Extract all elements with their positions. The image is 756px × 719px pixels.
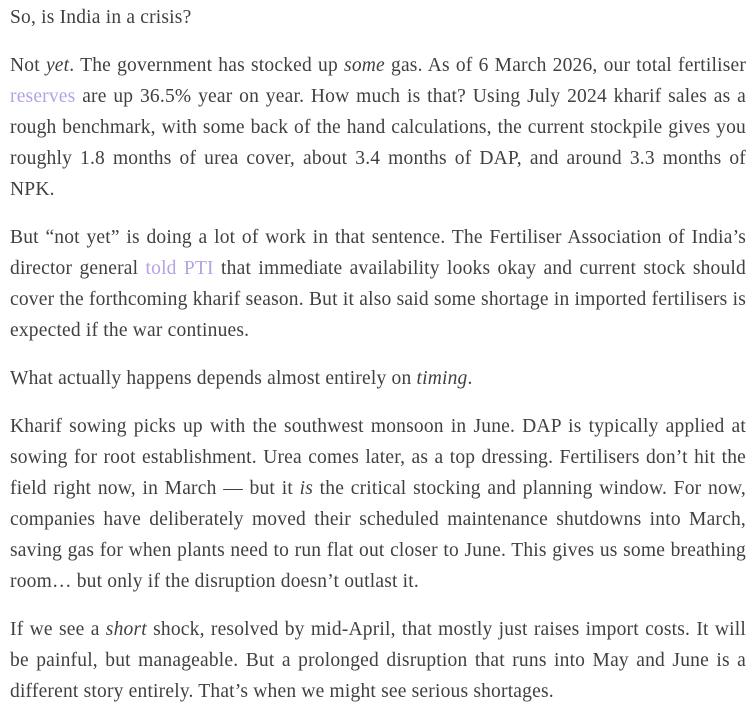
text-run: shock, resolved by mid-April, that mostly just raises import costs. It will be painful, but manageable. But a prolonged disruption that runs into May and June is a different story entirely. That’s when we might see serious shortages. <box>10 619 747 702</box>
text-run: What actually happens depends almost entirely on <box>10 368 417 389</box>
paragraph-reserves <box>10 50 746 205</box>
italic-run: yet <box>45 55 70 76</box>
text-run: If we see a <box>10 619 106 640</box>
text-run: Not <box>10 55 46 76</box>
told-pti-link[interactable]: told PTI <box>145 258 214 279</box>
text-run: gas. As of 6 March 2026, our total fertiliser <box>384 55 747 76</box>
paragraph-short-shock <box>10 614 746 707</box>
text-run: that immediate availability looks okay and current stock should cover the forthcoming kharif season. But it also said some shortage in imported fertilisers is expected if the war continues. <box>10 258 746 341</box>
text-run: But “not yet” is doing a lot of work in that sentence. The Fertiliser Association of India’s director general <box>10 227 746 279</box>
italic-run: timing <box>416 368 468 389</box>
paragraph-question <box>10 2 746 33</box>
text-run: . The government has stocked up <box>69 55 345 76</box>
italic-run: some <box>344 55 385 76</box>
paragraph-not-yet <box>10 222 746 346</box>
text-run: Kharif sowing picks up with the southwest monsoon in June. DAP is typically applied at sowing for root establishment. Urea comes later, as a top dressing. Fertilisers don’t hit the field right now, in March — but it <box>10 416 746 499</box>
italic-run: is <box>299 478 313 499</box>
reserves-link[interactable]: reserves <box>10 86 76 107</box>
paragraph-timing <box>10 363 746 394</box>
text-run: . <box>467 368 473 389</box>
text-run: are up 36.5% year on year. How much is that? Using July 2024 kharif sales as a rough benchmark, with some back of the hand calculations, the current stockpile gives you roughly 1.8 months of urea cover, about 3.4 months of DAP, and around 3.3 months of NPK. <box>10 86 746 200</box>
text-run: the critical stocking and planning window. For now, companies have deliberately moved their scheduled maintenance shutdowns into March, saving gas for when plants need to run flat out closer to June. This gives us some breathing room… but only if the disruption doesn’t outlast it. <box>10 478 746 592</box>
italic-run: short <box>105 619 147 640</box>
text-run: So, is India in a crisis? <box>10 7 192 28</box>
paragraph-kharif-sowing <box>10 411 746 597</box>
